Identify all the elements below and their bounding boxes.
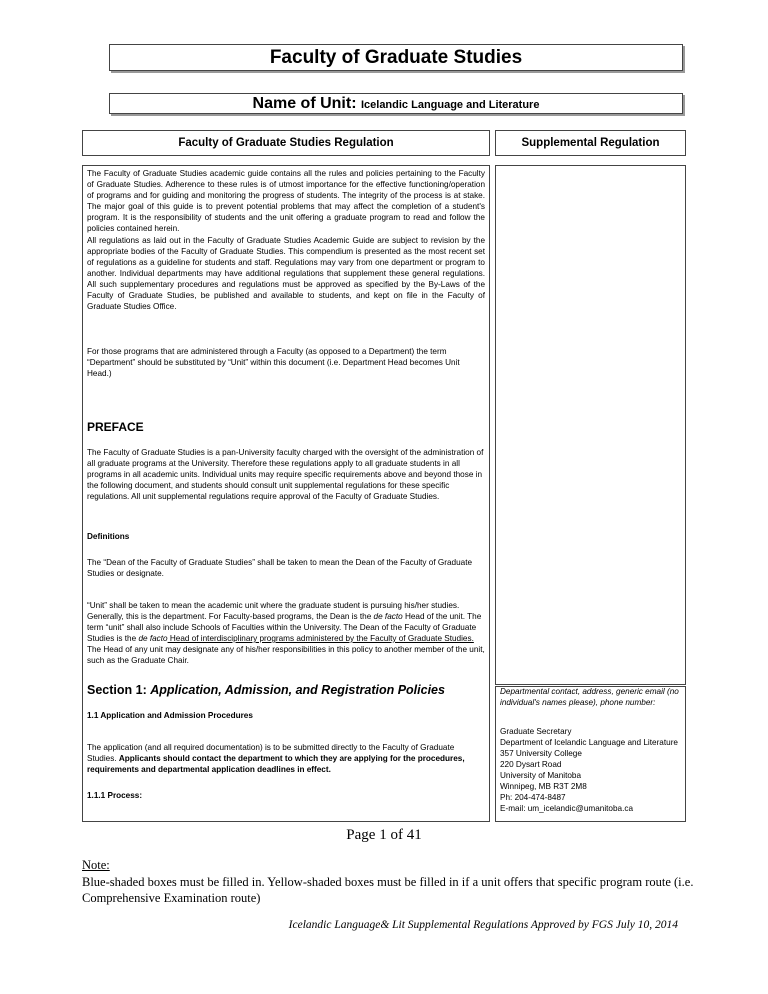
paragraph-academic-guide: The Faculty of Graduate Studies academic guide contains all the rules and policies pertaining to the Faculty of Graduate Studies. Adherence to these rules is of utmost importance for the effective functioning/operation of programs and for guiding and monitoring the progress of students. The integrity of the process is at stake. The major goal of this guide is to prevent potential problems that may affect the completion of a student's program. It is the responsibility of students and the unit offering a graduate program to read and follow the policies contained herein. <box>87 169 485 233</box>
unit-name-box <box>109 93 683 114</box>
contact-line: Graduate Secretary <box>500 727 572 736</box>
contact-email: E-mail: um_icelandic@umanitoba.ca <box>500 804 634 813</box>
section-1-heading: Section 1: Application, Admission, and Registration Policies <box>87 683 445 697</box>
note-label: Note: <box>82 858 110 872</box>
supplemental-column-top <box>495 165 686 685</box>
contact-line: Ph: 204-474-8487 <box>500 793 566 802</box>
contact-line: 220 Dysart Road <box>500 760 562 769</box>
preface-heading: PREFACE <box>87 420 144 434</box>
unit-label: Name of Unit: <box>252 95 357 112</box>
paragraph-preface: The Faculty of Graduate Studies is a pan-University faculty charged with the oversight of the administration of all graduate programs at the University. Therefore these regulations apply to all graduate students in all programs in all academic units. Individual units may require specific requirements above and beyond those in the following document, and students should consult unit supplemental regulations for these specific regulations. All unit supplemental regulations require approval of the Faculty of Graduate Studies. <box>87 448 484 501</box>
page-footer: Icelandic Language& Lit Supplemental Regulations Approved by FGS July 10, 2014 <box>288 919 678 931</box>
document-title: Faculty of Graduate Studies <box>109 44 683 71</box>
unit-name: Icelandic Language and Literature <box>360 99 540 111</box>
definitions-heading: Definitions <box>87 532 130 541</box>
contact-line: Winnipeg, MB R3T 2M8 <box>500 782 587 791</box>
header-fgs-regulation: Faculty of Graduate Studies Regulation <box>82 130 490 156</box>
contact-line: Department of Icelandic Language and Literature <box>500 738 678 747</box>
contact-address <box>500 726 682 814</box>
contact-line: University of Manitoba <box>500 771 581 780</box>
paragraph-regulations-revision: All regulations as laid out in the Faculty of Graduate Studies Academic Guide are subject to revision by the appropriate bodies of the Faculty of Graduate Studies. This compendium is presented as the most recent set of regulations as a guideline for students and staff. Regulations may vary from one department or program to another. Individual departments may have additional regulations that supplement these general regulations. All such supplementary procedures and regulations must be approved as specified by the By-Laws of the Faculty of Graduate Studies, be published and available to students, and kept on file in the Faculty of Graduate Studies Office. <box>87 236 485 311</box>
subsection-1-1-1-heading: 1.1.1 Process: <box>87 791 143 800</box>
paragraph-dean-definition: The “Dean of the Faculty of Graduate Studies” shall be taken to mean the Dean of the Faculty of Graduate Studies or designate. <box>87 558 473 578</box>
paragraph-application: The application (and all required documentation) is to be submitted directly to the Faculty of Graduate Studies. Applicants should contact the department to which they are applying for the procedures, requirements and departmental application deadlines in effect. <box>87 743 465 774</box>
page-number: Page 1 of 41 <box>346 827 422 843</box>
header-supplemental-regulation: Supplemental Regulation <box>495 130 686 156</box>
contact-prompt: Departmental contact, address, generic email (no individual's names please), phone number: <box>500 687 679 707</box>
contact-line: 357 University College <box>500 749 582 758</box>
paragraph-unit-substitution: For those programs that are administered through a Faculty (as opposed to a Department) the term “Department” should be substituted by “Unit” within this document (i.e. Department Head becomes Unit Head.) <box>87 347 460 378</box>
note-text: Blue-shaded boxes must be filled in. Yellow-shaded boxes must be filled in if a unit offers that specific program route (i.e. Comprehensive Examination route) <box>82 875 694 905</box>
subsection-1-1-heading: 1.1 Application and Admission Procedures <box>87 711 253 720</box>
paragraph-unit-definition: “Unit” shall be taken to mean the academic unit where the graduate student is pursuing his/her studies. Generally, this is the department. For Faculty-based programs, the Dean is the de facto Head of the unit. The term “unit” shall also include Schools of Faculties within the University. The Dean of the Faculty of Graduate Studies is the de facto Head of interdisciplinary programs administered by the Faculty of Graduate Studies. The Head of any unit may designate any of his/her responsibilities in this policy to another member of the unit, such as the Graduate Chair. <box>87 601 485 665</box>
